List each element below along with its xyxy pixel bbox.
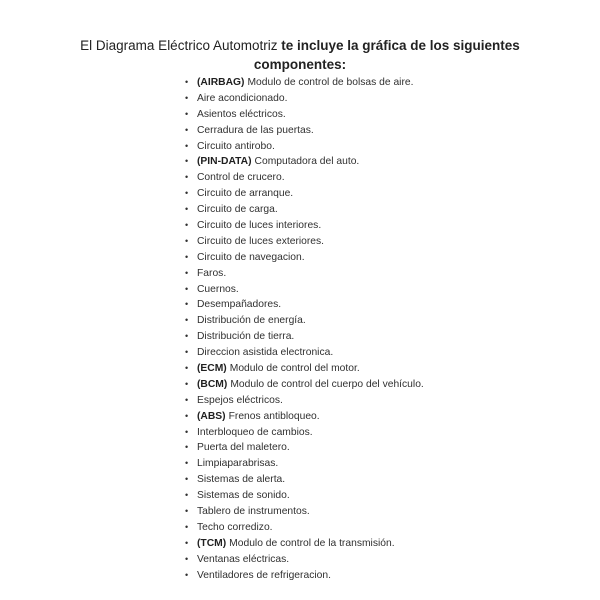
list-item — [185, 536, 424, 552]
component-text: Ventanas eléctricas. — [197, 553, 290, 565]
bullet-icon: • — [185, 204, 189, 215]
list-item — [185, 425, 424, 441]
bullet-icon: • — [185, 108, 189, 119]
bullet-icon: • — [185, 442, 189, 453]
component-text: Cuernos. — [197, 283, 239, 295]
component-code: (ECM) — [197, 363, 227, 375]
list-item — [185, 552, 424, 568]
bullet-icon: • — [185, 140, 189, 151]
component-text: Faros. — [197, 267, 227, 279]
bullet-icon: • — [185, 172, 189, 183]
component-text: Circuito de navegacion. — [197, 251, 305, 263]
bullet-icon: • — [185, 553, 189, 564]
component-text: Sistemas de alerta. — [197, 474, 286, 486]
component-text: Desempañadores. — [197, 299, 282, 311]
list-item — [185, 472, 424, 488]
list-item — [185, 393, 424, 409]
list-item — [185, 123, 424, 139]
list-item — [185, 361, 424, 377]
list-item — [185, 409, 424, 425]
heading-line-2: componentes: — [253, 57, 347, 72]
bullet-icon: • — [185, 331, 189, 342]
bullet-icon: • — [185, 378, 189, 389]
component-text: Asientos eléctricos. — [197, 108, 286, 120]
bullet-icon: • — [185, 92, 189, 103]
bullet-icon: • — [185, 426, 189, 437]
component-text: Modulo de control de bolsas de aire. — [247, 77, 414, 88]
bullet-icon: • — [185, 188, 189, 199]
list-item — [185, 139, 424, 155]
list-item — [185, 75, 424, 91]
list-item — [185, 504, 424, 520]
component-text: Circuito antirobo. — [197, 140, 275, 152]
list-item — [185, 154, 424, 170]
list-item — [185, 107, 424, 123]
list-item — [185, 329, 424, 345]
component-text: Circuito de luces interiores. — [197, 220, 322, 232]
component-text: Modulo de control de la transmisión. — [229, 537, 395, 549]
component-text: Espejos eléctricos. — [197, 394, 283, 406]
bullet-icon: • — [185, 363, 189, 374]
bullet-icon: • — [185, 251, 189, 262]
page-heading — [0, 36, 600, 74]
component-code: (AIRBAG) — [197, 77, 245, 88]
component-text: Cerradura de las puertas. — [197, 124, 314, 136]
component-text: Distribución de energía. — [197, 315, 306, 327]
bullet-icon: • — [185, 537, 189, 548]
component-text: Control de crucero. — [197, 172, 285, 184]
bullet-icon: • — [185, 410, 189, 421]
component-text: Limpiaparabrisas. — [197, 458, 279, 470]
bullet-icon: • — [185, 156, 189, 167]
bullet-icon: • — [185, 521, 189, 532]
component-text: Sistemas de sonido. — [197, 490, 290, 502]
list-item — [185, 186, 424, 202]
bullet-icon: • — [185, 474, 189, 485]
heading-line-1 — [0, 36, 600, 55]
bullet-icon: • — [185, 267, 189, 278]
list-item — [185, 218, 424, 234]
component-code: (PIN-DATA) — [197, 156, 252, 168]
bullet-icon: • — [185, 394, 189, 405]
bullet-icon: • — [185, 283, 189, 294]
component-text: Computadora del auto. — [254, 156, 360, 168]
bullet-icon: • — [185, 347, 189, 358]
list-item — [185, 250, 424, 266]
component-code: (BCM) — [197, 378, 228, 390]
component-text: Circuito de carga. — [197, 204, 278, 216]
list-item — [185, 520, 424, 536]
list-item — [185, 488, 424, 504]
component-code: (ABS) — [197, 410, 226, 422]
bullet-icon: • — [185, 77, 189, 87]
list-item — [185, 170, 424, 186]
bullet-icon: • — [185, 235, 189, 246]
bullet-icon: • — [185, 506, 189, 517]
bullet-icon: • — [185, 124, 189, 135]
component-text: Interbloqueo de cambios. — [197, 426, 313, 438]
list-item — [185, 234, 424, 250]
list-item — [185, 345, 424, 361]
component-text: Ventiladores de refrigeracion. — [197, 569, 331, 581]
component-code: (TCM) — [197, 537, 227, 549]
component-text: Direccion asistida electronica. — [197, 347, 334, 359]
component-text: Distribución de tierra. — [197, 331, 295, 343]
component-text: Circuito de luces exteriores. — [197, 235, 325, 247]
list-item — [185, 456, 424, 472]
component-list — [185, 75, 424, 584]
list-item — [185, 282, 424, 298]
component-text: Techo corredizo. — [197, 521, 273, 533]
heading-normal-text: El Diagrama Eléctrico Automotriz — [80, 38, 282, 53]
list-item — [185, 313, 424, 329]
bullet-icon: • — [185, 458, 189, 469]
heading-bold-text: te incluye la gráfica de los siguientes — [281, 38, 520, 53]
component-text: Tablero de instrumentos. — [197, 506, 310, 518]
component-text: Modulo de control del motor. — [229, 363, 360, 375]
component-text: Frenos antibloqueo. — [228, 410, 320, 422]
bullet-icon: • — [185, 315, 189, 326]
list-item — [185, 377, 424, 393]
list-item — [185, 91, 424, 107]
component-text: Puerta del maletero. — [197, 442, 290, 454]
component-text: Aire acondicionado. — [197, 92, 288, 104]
component-text: Circuito de arranque. — [197, 188, 294, 200]
component-text: Modulo de control del cuerpo del vehículo. — [230, 378, 424, 390]
list-item — [185, 440, 424, 456]
bullet-icon: • — [185, 490, 189, 501]
list-item — [185, 568, 424, 584]
list-item — [185, 202, 424, 218]
list-item — [185, 297, 424, 313]
list-item — [185, 266, 424, 282]
bullet-icon: • — [185, 569, 189, 580]
bullet-icon: • — [185, 299, 189, 310]
bullet-icon: • — [185, 220, 189, 231]
